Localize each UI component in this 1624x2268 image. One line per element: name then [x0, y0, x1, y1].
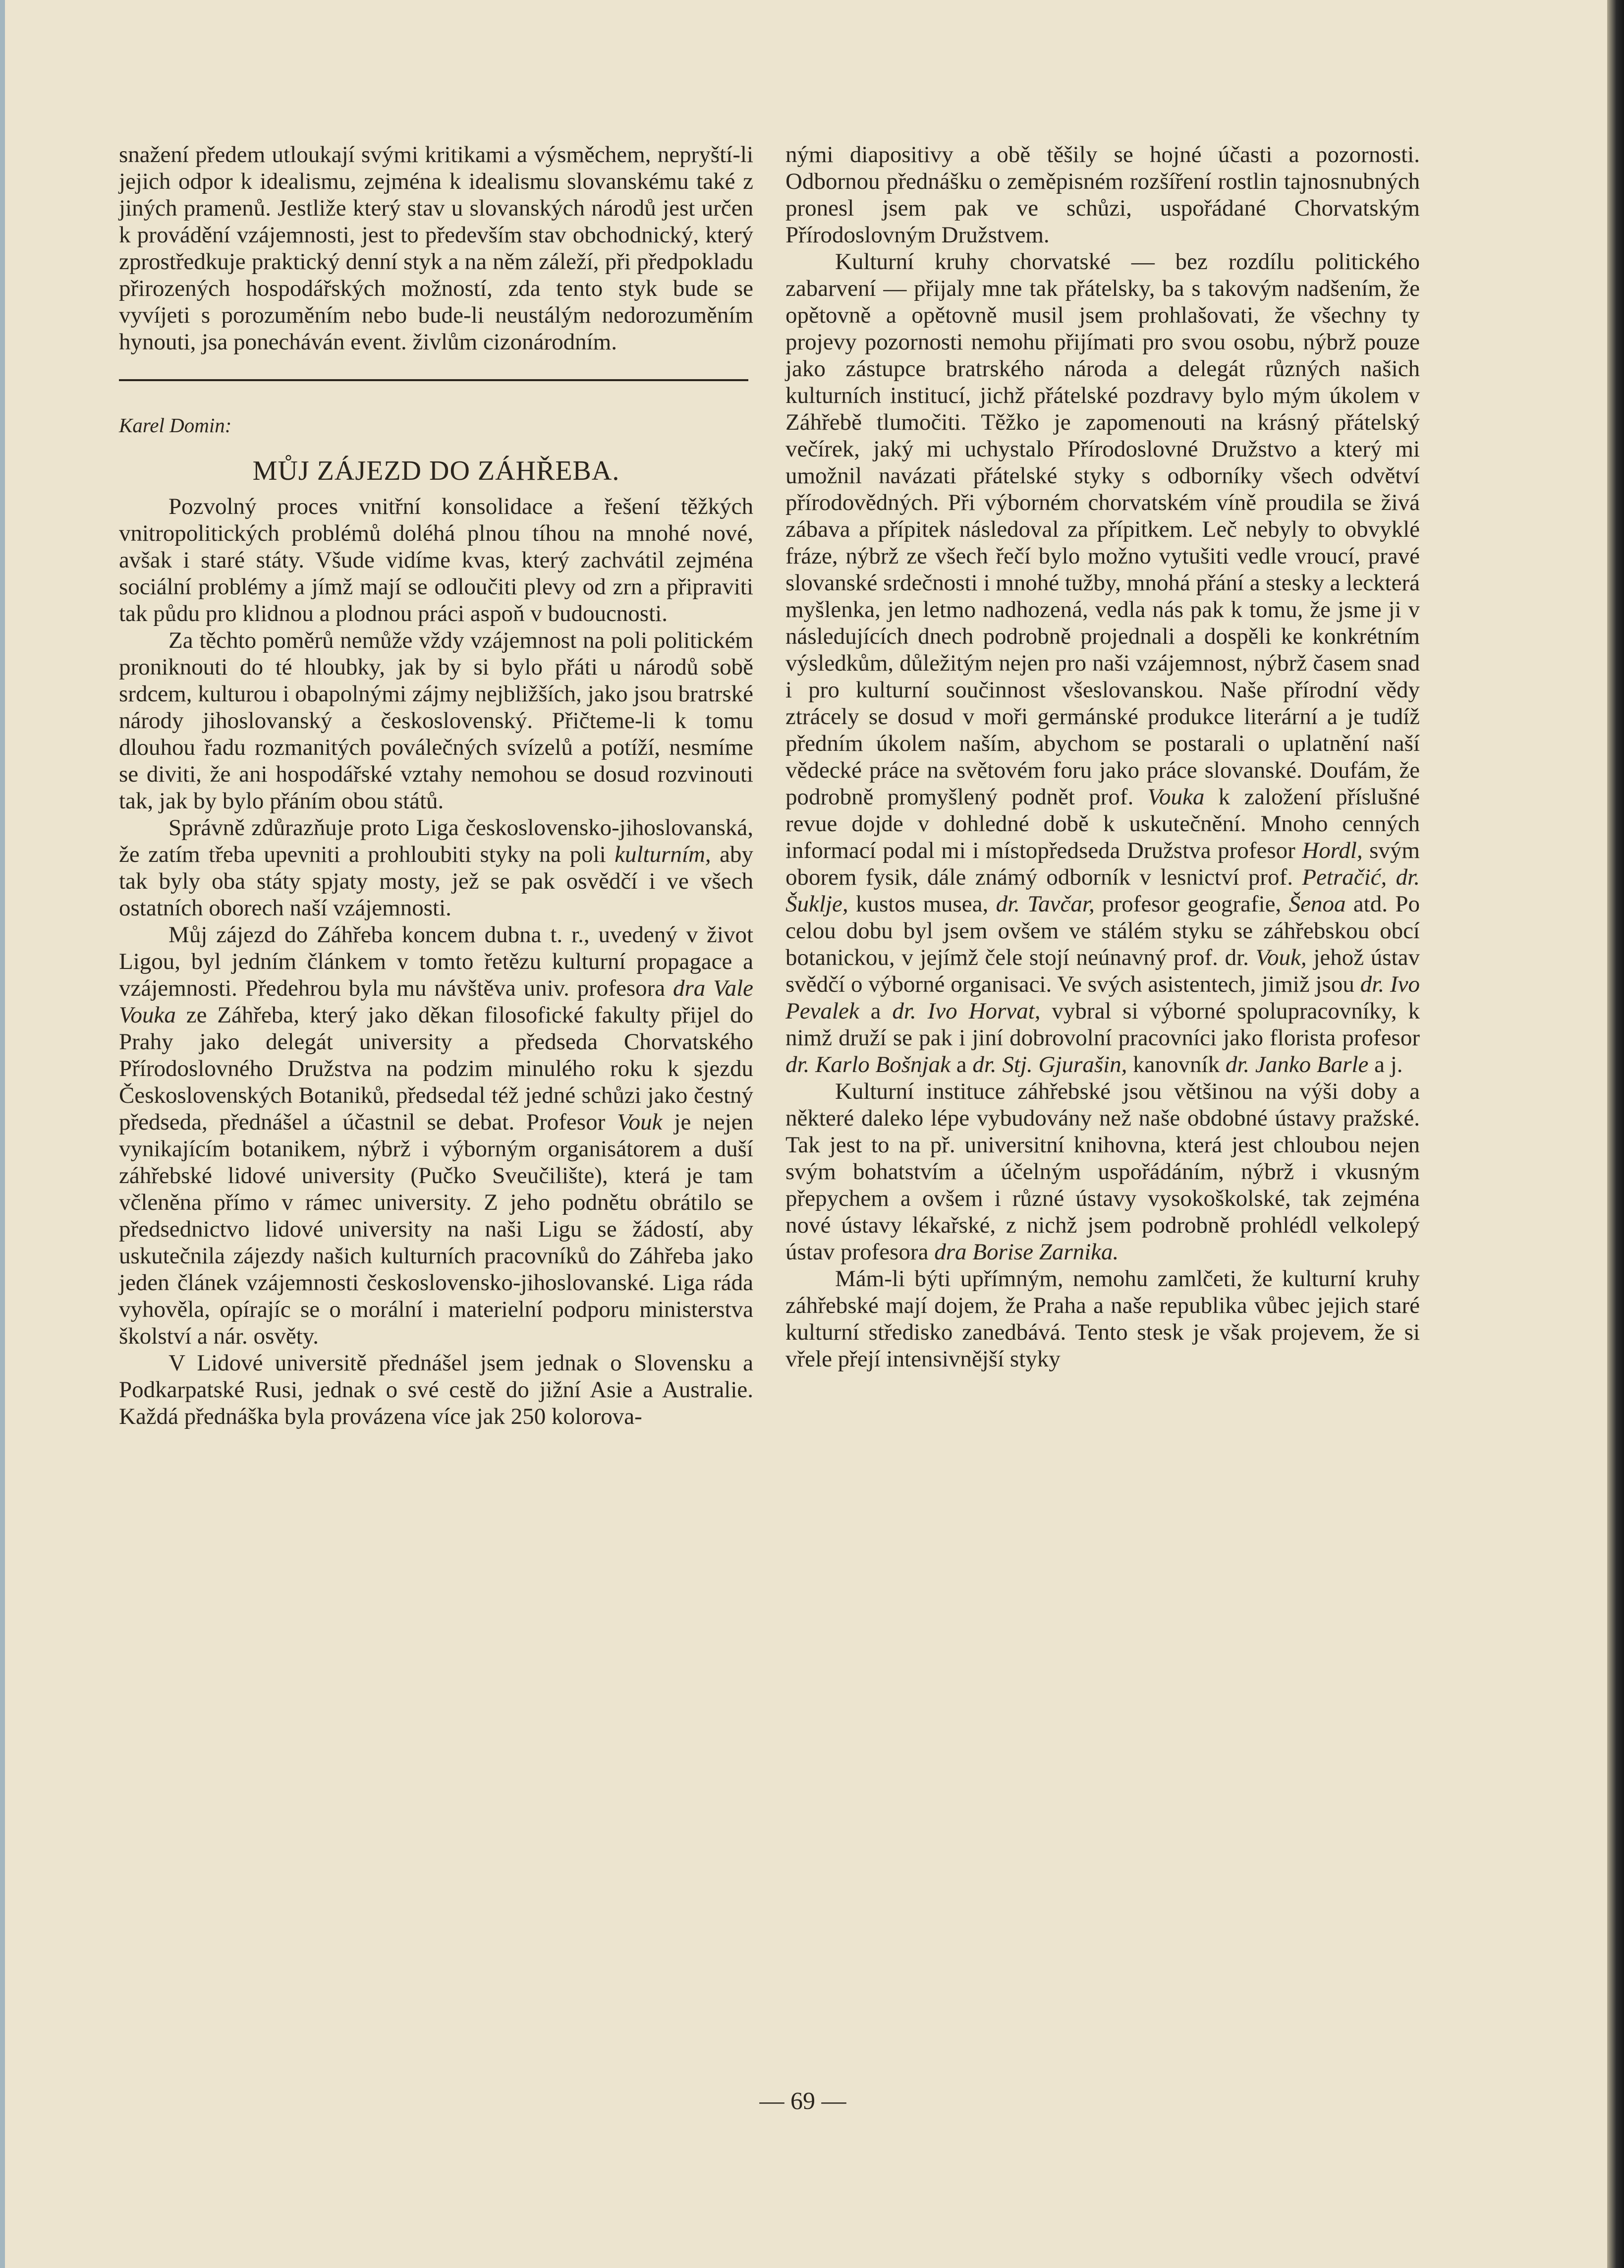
section-divider — [119, 379, 748, 381]
emphasis-name: dr. Ivo Horvat, — [892, 998, 1041, 1024]
paragraph-3 — [119, 814, 753, 921]
article-title: MŮJ ZÁJEZD DO ZÁHŘEBA. — [252, 455, 620, 486]
emphasis-name: dr. Janko Barle — [1225, 1052, 1369, 1077]
right-column — [785, 141, 1420, 1372]
emphasis-kulturnim: kulturním, — [615, 842, 711, 867]
emphasis-name: dr. Tavčar, — [996, 891, 1095, 917]
emphasis-name: Hordl, — [1302, 838, 1363, 863]
text-run: a — [859, 998, 893, 1024]
page-number: — 69 — — [759, 2087, 846, 2114]
emphasis-name: Šenoa — [1288, 891, 1346, 917]
emphasis-name: Vouka — [1147, 784, 1205, 810]
text-run: svým oborem fysik, dále známý odborník v lesnictví prof. — [785, 838, 1420, 890]
page-binding-edge — [1607, 0, 1624, 2268]
paragraph-continued: nými diapositivy a obě těšily se hojné účasti a pozornosti. Odbornou přednášku o zeměpisném rozšíření rostlin tajnosnubných pronesl jsem pak ve schůzi, uspořádané Chorvatským Přírodoslovným Družstvem. — [785, 142, 1420, 248]
text-run: profesor geografie, — [1094, 891, 1289, 917]
text-run: ze Záhřeba, který jako děkan filosofické fakulty přijel do Prahy jako delegát university a předseda Chorvatského Přírodoslovného Družstva na podzim minulého roku k sjezdu Československých Botaniků, předsedal též jedné schůzi jako čestný předseda, přednášel a účastnil se debat. Profesor — [119, 1002, 753, 1135]
text-run: a — [950, 1052, 973, 1077]
emphasis-name: Vouk — [617, 1109, 663, 1135]
text-run: Můj zájezd do Záhřeba koncem dubna t. r., uvedený v život Ligou, byl jedním článkem v tomto řetězu kulturní propagace a vzájemnosti. Předehrou byla mu návštěva univ. profesora — [119, 922, 753, 1001]
emphasis-name: dra Borise Zarnika. — [934, 1239, 1119, 1265]
text-run: je nejen vynikajícím botanikem, nýbrž i výborným organisátorem a duší záhřebské lidové university (Pučko Sveučilište), která je tam včleněna přímo v rámec university. Z jeho podnětu obrátilo se předsednictvo lidové university na naši Ligu se žádostí, aby uskutečnila zájezdy našich kulturních pracovníků do Záhřeba jako jeden článek vzájemnosti československo-jihoslovanské. Liga ráda vyhověla, opírajíc se o morální i materielní podporu ministerstva školství a nár. osvěty. — [119, 1109, 753, 1349]
text-run: Kulturní instituce záhřebské jsou většinou na výši doby a některé daleko lépe vybudovány než naše obdobné ústavy pražské. Tak jest to na př. universitní knihovna, která jest chloubou nejen svým bohatstvím a účelným uspořádáním, nýbrž i vkusným přepychem a ovšem i různé ústavy vysokoškolské, tak zejména nové ústavy lékařské, z nichž jsem podrobně prohlédl velkolepý ústav profesora — [785, 1078, 1420, 1265]
text-run: vybral si výborné spolupracovníky, k nimž druží se pak i jiní dobrovolní pracovníci jako florista profesor — [785, 998, 1420, 1051]
paragraph-5: V Lidové universitě přednášel jsem jednak o Slovensku a Podkarpatské Rusi, jednak o své cestě do jižní Asie a Australie. Každá přednáška byla provázena více jak 250 kolorova- — [119, 1350, 753, 1429]
emphasis-name: Vouk, — [1255, 945, 1307, 970]
paragraph-8: Mám-li býti upřímným, nemohu zamlčeti, že kulturní kruhy záhřebské mají dojem, že Praha a naše republika vůbec jejich staré kulturní středisko zanedbává. Tento stesk je však projevem, že si vřele přejí intensivnější styky — [785, 1266, 1420, 1372]
paragraph-7 — [785, 1078, 1420, 1265]
emphasis-name: dr. Stj. Gjurašin, — [972, 1052, 1127, 1077]
author-byline: Karel Domin: — [119, 414, 232, 437]
emphasis-name: dr. Karlo Bošnjak — [785, 1052, 951, 1077]
text-run: jehož ústav svědčí o výborné organisaci. Ve svých asistentech, jimiž jsou — [785, 945, 1420, 997]
emphasis-name: dr. Ivo Pevalek — [785, 971, 1420, 1024]
text-run: Kulturní kruhy chorvatské — bez rozdílu politického zabarvení — přijaly mne tak přátelsky, ba s takovým nadšením, že opětovně a opětovně musil jsem prohlašovati, že všechny ty projevy pozornosti nemohu přijímati pro svou osobu, nýbrž pouze jako zástupce bratrského národa a delegát různých našich kulturních institucí, jichž přátelské pozdravy bylo mým úkolem v Záhřebě tlumočiti. Těžko je zapomenouti na krásný přátelský večírek, jaký mi uchystalo Přírodoslovné Družstvo a který mi umožnil navázati přátelské styky s odborníky všech odvětví přírodovědných. Při výborném chorvatském víně proudila se živá zábava a přípitek následoval za přípitkem. Leč nebyly to obvyklé fráze, nýbrž ze všech řečí bylo možno vytušiti vedle vroucí, pravé slovanské srdečnosti i mnohé tužby, mnohá přání a stesky a leckterá myšlenka, jen letmo nadhozená, vedla nás pak k tomu, že jsme ji v následujících dnech podrobně projednali a dospěli ke konkrétním výsledkům, důležitým nejen pro naši vzájemnost, nýbrž časem snad i pro kulturní součinnost všeslovanskou. Naše přírodní vědy ztrácely se dosud v moři germánské produkce literární a je tudíž předním úkolem naším, abychom se postarali o uplatnění naší vědecké práce na světovém foru jako práce slovanské. Doufám, že podrobně promyšlený podnět prof. — [785, 249, 1420, 810]
left-column — [119, 141, 753, 1430]
text-run: kanovník — [1127, 1052, 1226, 1077]
text-run: Správně zdůrazňuje proto Liga československo-jihoslovanská, že zatím třeba upevniti a prohloubiti styky na poli — [119, 815, 753, 867]
paragraph-2: Za těchto poměrů nemůže vždy vzájemnost na poli politickém proniknouti do té hloubky, jak by si bylo přáti u národů sobě srdcem, kulturou i obapolnými zájmy nejbližších, jako jsou bratrské národy jihoslovanský a československý. Přičteme-li k tomu dlouhou řadu rozmanitých poválečných svízelů a potíží, nesmíme se diviti, že ani hospodářské vztahy nemohou se dosud rozvinouti tak, jak by bylo přáním obou států. — [119, 627, 753, 814]
emphasis-name: Petračić, dr. Šuklje, — [785, 864, 1420, 917]
paragraph-4 — [119, 921, 753, 1350]
text-run: k založení příslušné revue dojde v dohledné době k uskutečnění. Mnoho cenných informací podal mi i místopředseda Družstva profesor — [785, 784, 1420, 863]
text-run: atd. Po celou dobu byl jsem ovšem ve stálém styku se záhřebskou obcí botanickou, v jejímž čele stojí neúnavný prof. dr. — [785, 891, 1420, 970]
text-run: kustos musea, — [848, 891, 996, 917]
text-run: aby tak byly oba státy spjaty mosty, jež se pak osvědčí i ve všech ostatních oborech naší vzájemnosti. — [119, 842, 753, 921]
paragraph-1: Pozvolný proces vnitřní konsolidace a řešení těžkých vnitropolitických problémů doléhá plnou tíhou na mnohé nové, avšak i staré státy. Všude vidíme kvas, který zachvátil zejména sociální problémy a jímž mají se odloučiti plevy od zrn a připraviti tak půdu pro klidnou a plodnou práci aspoň v budoucnosti. — [119, 494, 753, 626]
page-edge-left — [0, 0, 5, 2268]
text-run: a j. — [1368, 1052, 1403, 1077]
paragraph-6 — [785, 248, 1420, 1078]
intro-paragraph: snažení předem utloukají svými kritikami a výsměchem, nepryští-li jejich odpor k idealismu, zejména k idealismu slovanskému také z jiných pramenů. Jestliže který stav u slovanských národů jest určen k provádění vzájemnosti, jest to především stav obchodnický, který zprostředkuje praktický denní styk a na něm záleží, při předpokladu přirozených hospodářských možností, zda tento styk bude se vyvíjeti s porozuměním nebo bude-li neustálým nedorozuměním hynouti, jsa ponecháván event. živlům cizonárodním. — [119, 142, 753, 355]
emphasis-name: dra Vale Vouka — [119, 975, 753, 1028]
